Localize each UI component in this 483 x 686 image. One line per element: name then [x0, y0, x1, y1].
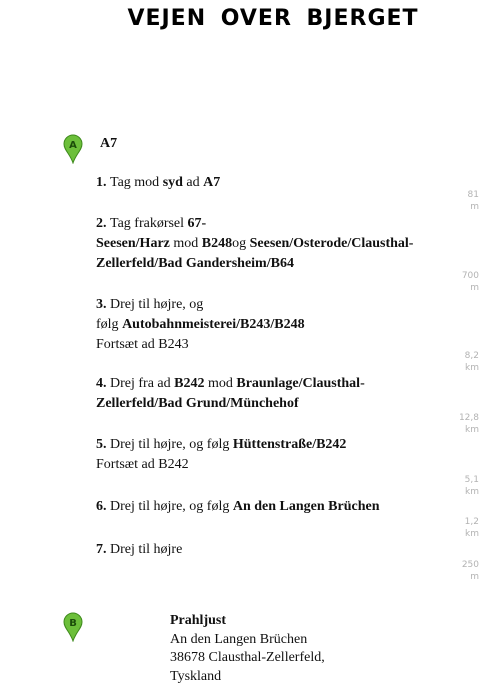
step-distance-7 [439, 559, 479, 583]
direction-step-4 [96, 374, 466, 414]
distance-part: 700 [439, 270, 479, 282]
step-emphasis: A7 [203, 175, 220, 190]
step-text: Drej fra ad [110, 376, 174, 391]
step-line [96, 335, 466, 355]
distance-part: 12,8 [439, 412, 479, 424]
destination-street: An den Langen Brüchen [170, 631, 325, 650]
direction-step-3 [96, 295, 466, 355]
step-text: Drej til højre [110, 542, 182, 557]
step-line [96, 394, 466, 414]
page-title: VEJEN OVER BJERGET [0, 6, 483, 31]
step-distance-1 [439, 189, 479, 213]
step-text: Tag mod [110, 175, 163, 190]
destination-marker-label: B [69, 618, 77, 629]
step-text: Tag frakørsel [110, 216, 188, 231]
distance-part: km [439, 486, 479, 498]
step-distance-2 [439, 270, 479, 294]
distance-part: m [439, 571, 479, 583]
step-line [96, 315, 466, 335]
distance-part: m [439, 282, 479, 294]
step-line [96, 435, 466, 455]
destination-city: 38678 Clausthal-Zellerfeld, [170, 649, 325, 668]
step-text: mod [170, 236, 202, 251]
step-text: følg [96, 317, 122, 332]
step-number: 3. [96, 297, 110, 312]
direction-step-5 [96, 435, 466, 475]
step-number: 5. [96, 437, 110, 452]
step-line [96, 214, 466, 234]
distance-part: km [439, 362, 479, 374]
start-marker-label: A [69, 140, 77, 151]
step-emphasis: B242 [174, 376, 204, 391]
step-line [96, 455, 466, 475]
destination-country: Tyskland [170, 668, 325, 686]
step-emphasis: Seesen/Harz [96, 236, 170, 251]
step-emphasis: Zellerfeld/Bad Grund/Münchehof [96, 396, 299, 411]
start-marker-icon [63, 134, 83, 164]
step-number: 7. [96, 542, 110, 557]
step-text: Fortsæt ad B243 [96, 337, 189, 352]
distance-part: 81 [439, 189, 479, 201]
destination-name: Prahljust [170, 612, 325, 631]
distance-part: km [439, 528, 479, 540]
distance-part: 1,2 [439, 516, 479, 528]
direction-step-6 [96, 497, 466, 517]
destination-marker-icon [63, 612, 83, 642]
step-number: 6. [96, 499, 110, 514]
step-emphasis: An den Langen Brüchen [233, 499, 380, 514]
step-distance-6 [439, 516, 479, 540]
step-emphasis: Seesen/Osterode/Clausthal- [250, 236, 414, 251]
step-emphasis: B248 [202, 236, 232, 251]
direction-step-7 [96, 540, 466, 560]
step-emphasis: syd [163, 175, 183, 190]
distance-part: 250 [439, 559, 479, 571]
step-line [96, 254, 466, 274]
step-emphasis: Braunlage/Clausthal- [236, 376, 364, 391]
step-text: Drej til højre, og [110, 297, 203, 312]
step-text: Drej til højre, og følg [110, 437, 233, 452]
step-emphasis: 67- [188, 216, 207, 231]
distance-part: m [439, 201, 479, 213]
step-number: 1. [96, 175, 110, 190]
step-text: ad [183, 175, 203, 190]
distance-part: km [439, 424, 479, 436]
step-text: Drej til højre, og følg [110, 499, 233, 514]
step-emphasis: Hüttenstraße/B242 [233, 437, 347, 452]
step-emphasis: Zellerfeld/Bad Gandersheim/B64 [96, 256, 294, 271]
step-line [96, 295, 466, 315]
step-text: Fortsæt ad B242 [96, 457, 189, 472]
step-text: og [232, 236, 250, 251]
direction-step-2 [96, 214, 466, 274]
step-distance-4 [439, 412, 479, 436]
step-number: 2. [96, 216, 110, 231]
step-line [96, 497, 466, 517]
distance-part: 5,1 [439, 474, 479, 486]
step-line [96, 540, 466, 560]
direction-step-1 [96, 173, 466, 193]
step-line [96, 234, 466, 254]
step-distance-5 [439, 474, 479, 498]
step-text: mod [204, 376, 236, 391]
start-road: A7 [100, 136, 117, 152]
step-distance-3 [439, 350, 479, 374]
step-emphasis: Autobahnmeisterei/B243/B248 [122, 317, 305, 332]
step-line [96, 374, 466, 394]
step-number: 4. [96, 376, 110, 391]
step-line [96, 173, 466, 193]
destination-address [170, 612, 325, 686]
distance-part: 8,2 [439, 350, 479, 362]
